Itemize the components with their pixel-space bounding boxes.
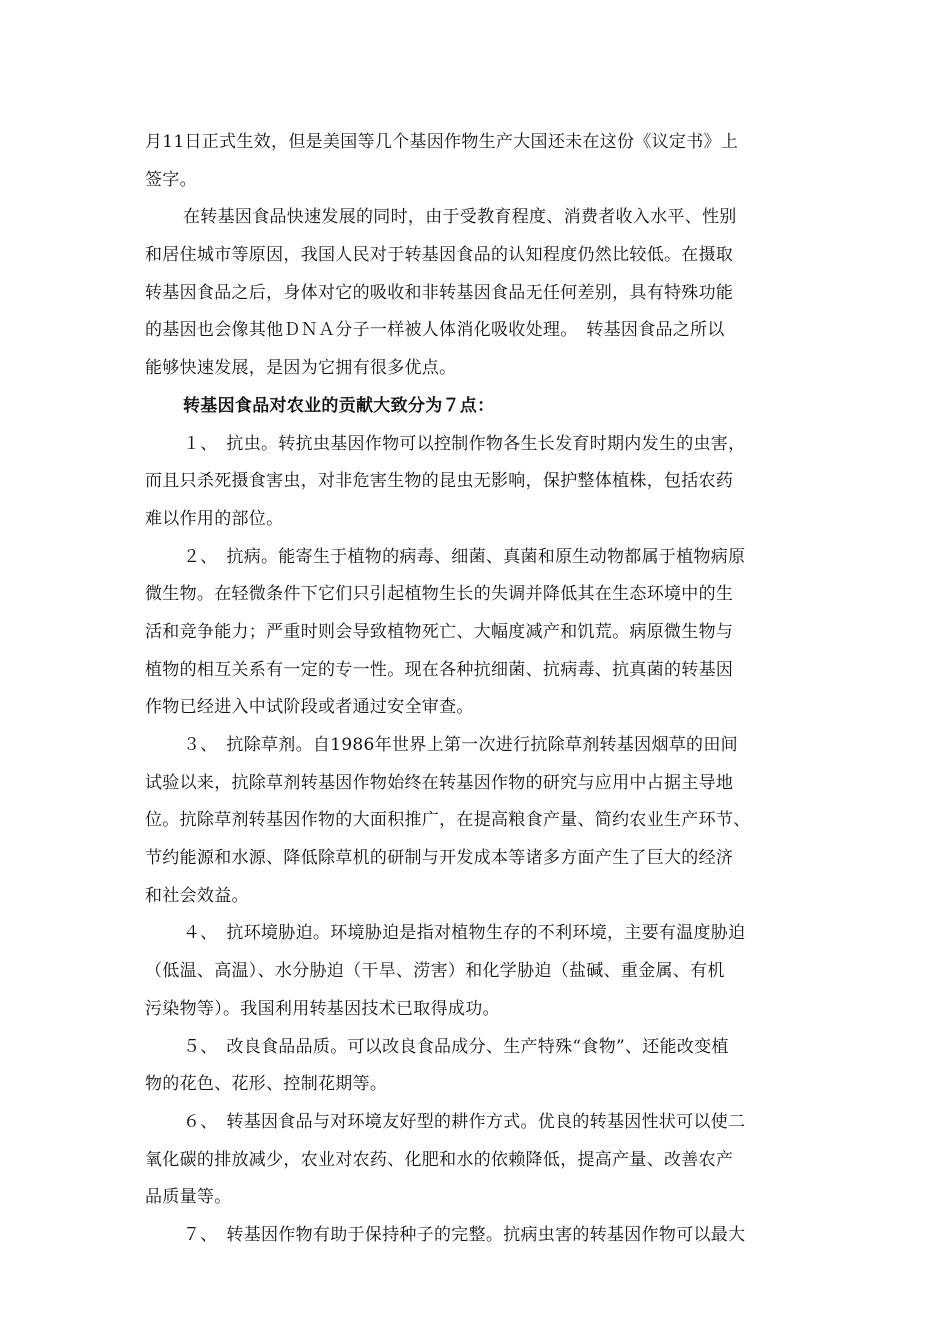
paragraph-line: ７、 转基因作物有助于保持种子的完整。抗病虫害的转基因作物可以最大 [183,1224,746,1245]
paragraph-line: 而且只杀死摄食害虫，对非危害生物的昆虫无影响，保护整体植株，包括农药 [145,471,734,492]
paragraph-line: 品质量等。 [145,1187,232,1208]
paragraph-line: 植物的相互关系有一定的专一性。现在各种抗细菌、抗病毒、抗真菌的转基因 [145,659,734,680]
paragraph-line: ３、 抗除草剂。自1986年世界上第一次进行抗除草剂转基因烟草的田间 [183,735,738,755]
section-heading: 转基因食品对农业的贡献大致分为７点： [183,395,495,416]
paragraph-line: 月11日正式生效，但是美国等几个基因作物生产大国还未在这份《议定书》上 [145,132,739,152]
paragraph-line: ２、 抗病。能寄生于植物的病毒、细菌、真菌和原生动物都属于植物病原 [183,546,746,567]
paragraph-line: ５、 改良食品品质。可以改良食品成分、生产特殊“食物”、还能改变植 [183,1036,729,1057]
paragraph-line: 难以作用的部位。 [145,508,284,529]
paragraph-line: 节约能源和水源、降低除草机的研制与开发成本等诸多方面产生了巨大的经济 [145,848,734,869]
paragraph-line: 和社会效益。 [145,885,249,906]
paragraph-line: 转基因食品之后，身体对它的吸收和非转基因食品无任何差别，具有特殊功能 [145,282,734,303]
paragraph-line: 微生物。在轻微条件下它们只引起植物生长的失调并降低其在生态环境中的生 [145,584,734,605]
paragraph-line: 氧化碳的排放减少，农业对农药、化肥和水的依赖降低，提高产量、改善农产 [145,1149,734,1170]
document-body [145,124,807,1255]
paragraph-line: 物的花色、花形、控制花期等。 [145,1074,388,1095]
paragraph-line: 位。抗除草剂转基因作物的大面积推广，在提高粮食产量、简约农业生产环节、 [145,810,751,831]
paragraph-line: 试验以来，抗除草剂转基因作物始终在转基因作物的研究与应用中占据主导地 [145,772,734,793]
paragraph-line: 的基因也会像其他ＤＮＡ分子一样被人体消化吸收处理。 转基因食品之所以 [145,320,725,341]
paragraph-line: 签字。 [145,169,197,190]
paragraph-line: 活和竞争能力；严重时则会导致植物死亡、大幅度减产和饥荒。病原微生物与 [145,621,734,642]
paragraph-line: 能够快速发展，是因为它拥有很多优点。 [145,358,457,379]
paragraph-line: 在转基因食品快速发展的同时，由于受教育程度、消费者收入水平、性别 [183,207,737,228]
paragraph-line: １、 抗虫。转抗虫基因作物可以控制作物各生长发育时期内发生的虫害， [183,433,746,454]
paragraph-line: ６、 转基因食品与对环境友好型的耕作方式。优良的转基因性状可以使二 [183,1111,746,1132]
paragraph-line: （低温、高温）、水分胁迫（干旱、涝害）和化学胁迫（盐碱、重金属、有机 [145,961,725,982]
paragraph-line: ４、 抗环境胁迫。环境胁迫是指对植物生存的不利环境，主要有温度胁迫 [183,923,746,944]
paragraph-line: 污染物等）。我国利用转基因技术已取得成功。 [145,998,500,1019]
paragraph-line: 作物已经进入中试阶段或者通过安全审查。 [145,697,474,718]
paragraph-line: 和居住城市等原因，我国人民对于转基因食品的认知程度仍然比较低。在摄取 [145,245,734,266]
